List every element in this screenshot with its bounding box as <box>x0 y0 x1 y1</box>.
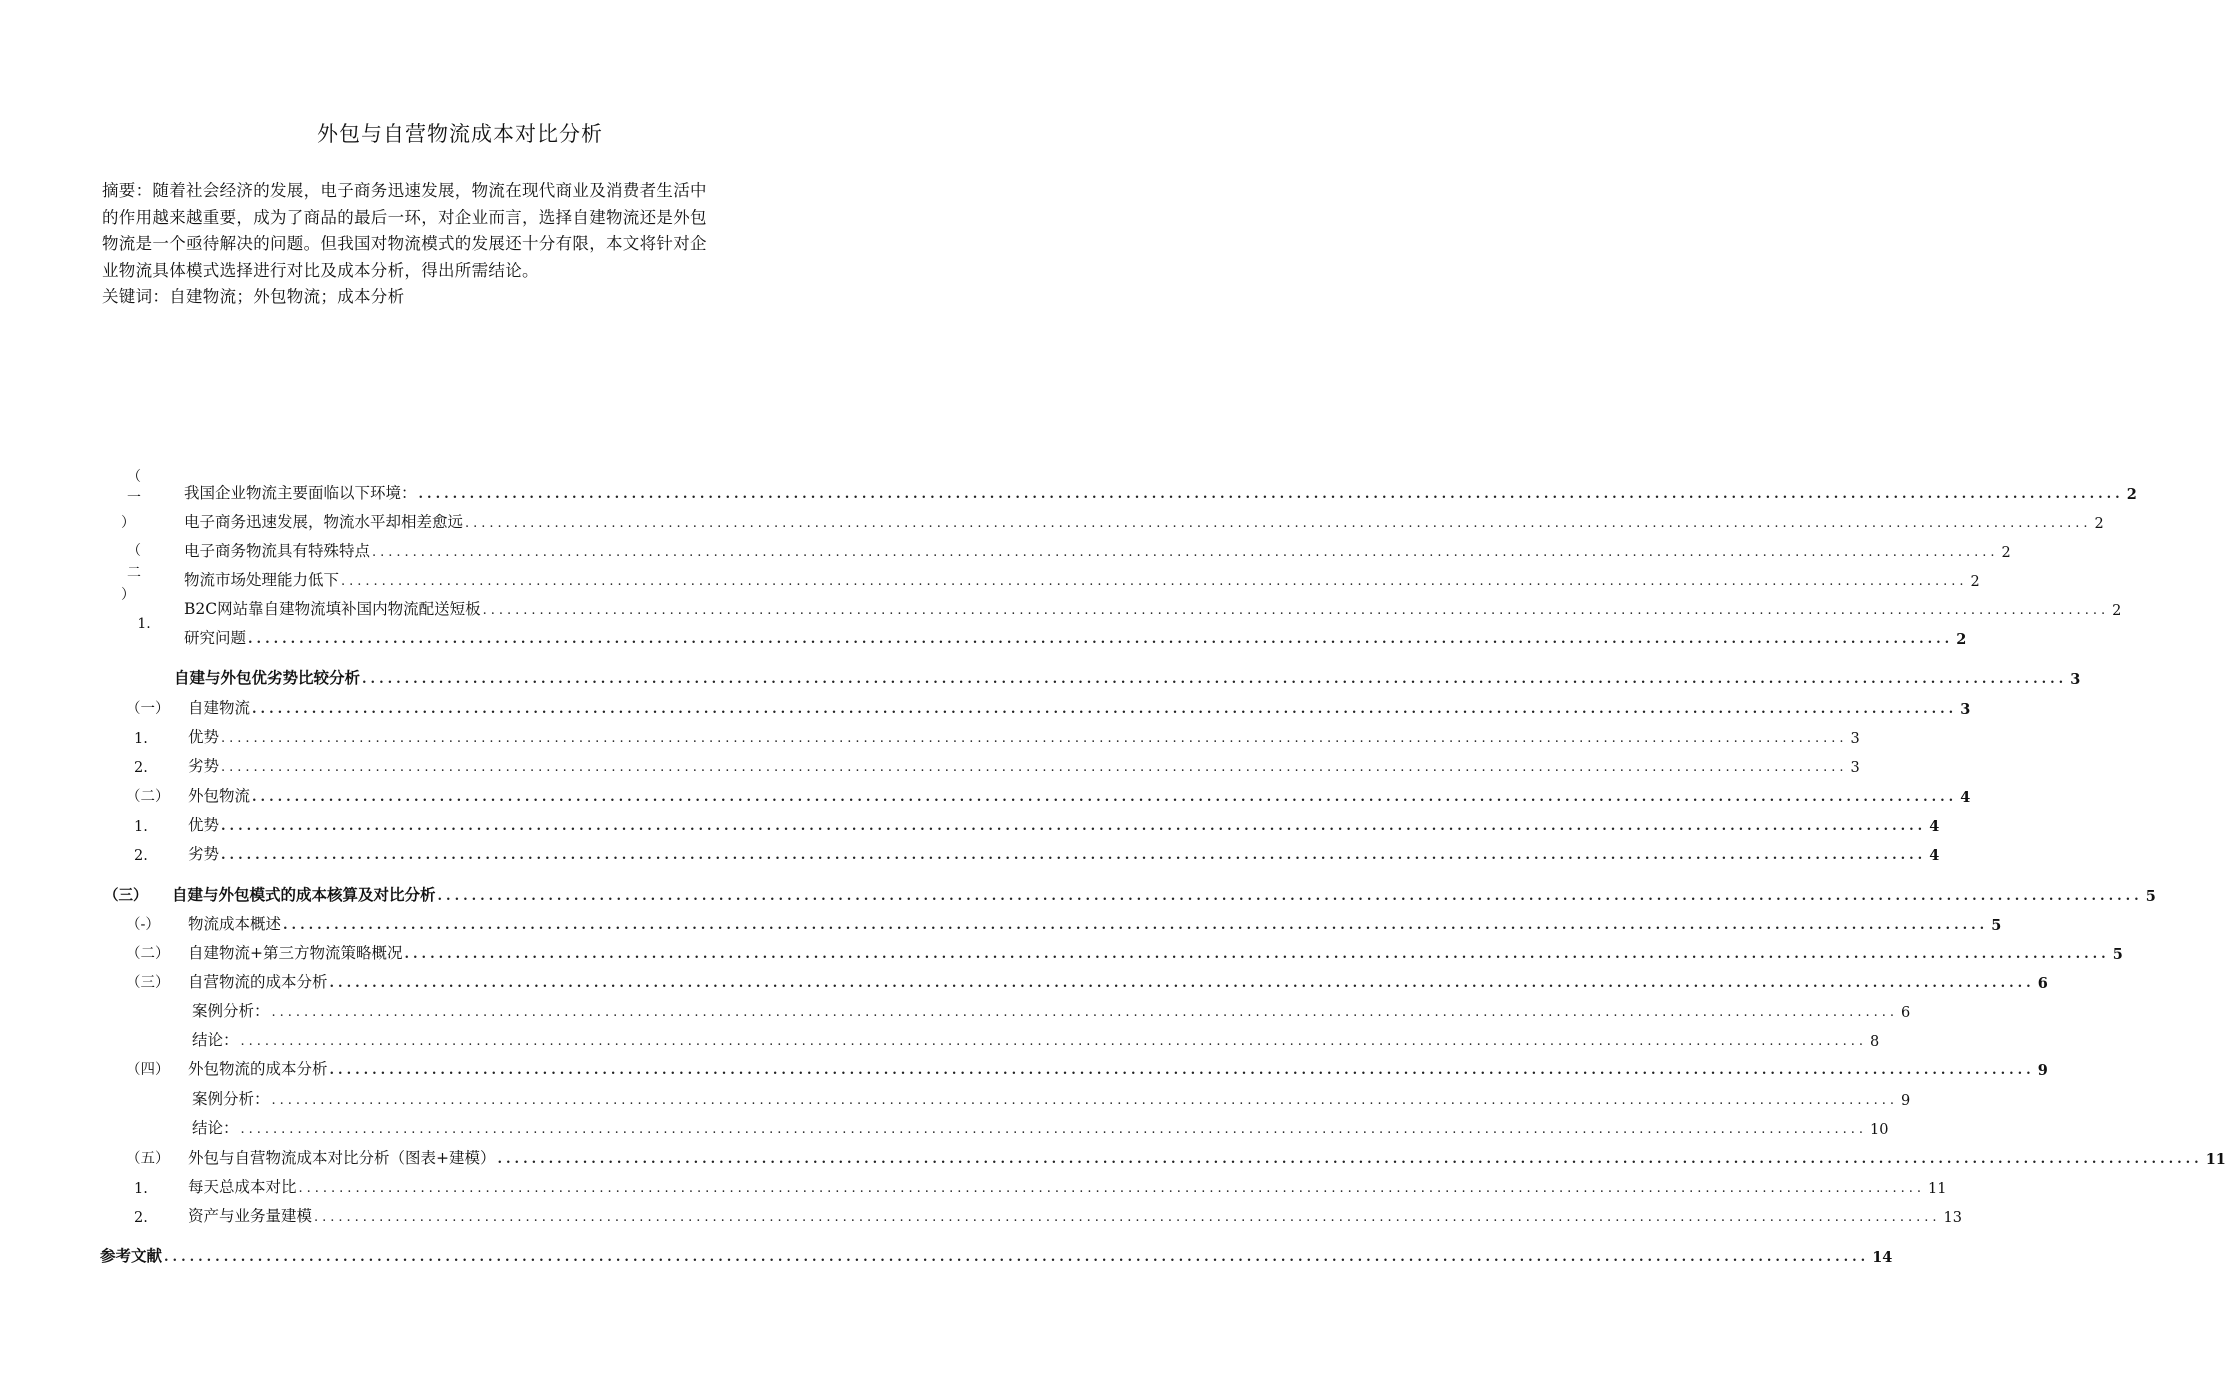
toc-dot-leader: ........................................................................................................................................................................................................ <box>404 947 2110 962</box>
toc-entry-title: 劣势 <box>188 845 220 863</box>
toc-entry-number: （三） <box>126 975 170 991</box>
abstract-line: 物流是一个亟待解决的问题。但我国对物流模式的发展还十分有限，本文将针对企 <box>102 234 707 253</box>
toc-entry-number: （五） <box>126 1151 170 1167</box>
toc-page-number: 8 <box>1869 1034 1880 1050</box>
toc-entry <box>192 1087 1911 1109</box>
toc-page-number: 2 <box>2112 603 2122 619</box>
toc-page-number: 6 <box>2037 975 2048 992</box>
toc-entry-title: 我国企业物流主要面临以下环境： <box>184 484 417 502</box>
toc-page-number: 2 <box>2001 545 2011 561</box>
toc-entry-title: 研究问题 <box>184 629 247 647</box>
toc-page-number: 3 <box>1850 731 1860 747</box>
toc-dot-leader: ........................................................................................................................................................................................................ <box>248 632 1954 647</box>
toc-entry-title: 案例分析： <box>192 1002 270 1020</box>
toc-entry-title: 自建与外包模式的成本核算及对比分析 <box>172 885 436 904</box>
toc-entry-title: 优势 <box>188 816 220 834</box>
toc-page-number: 3 <box>2070 671 2081 688</box>
toc-dot-leader: ........................................................................................................................................................................................................ <box>271 1093 1898 1108</box>
toc-entry-number: （一） <box>126 701 170 717</box>
toc-page-number: 2 <box>1970 574 1980 590</box>
toc-entry <box>126 970 2048 992</box>
toc-entry <box>174 666 2081 688</box>
toc-entry <box>100 1244 1893 1266</box>
toc-page-number: 14 <box>1872 1249 1893 1266</box>
toc-entry-number: （-） <box>126 917 160 933</box>
toc-dot-leader: ........................................................................................................................................................................................................ <box>437 889 2143 904</box>
keywords-line: 关键词：自建物流；外包物流；成本分析 <box>102 287 405 306</box>
toc-entry-title: 优势 <box>188 728 220 746</box>
toc-dot-leader: ........................................................................................................................................................................................................ <box>329 1063 2035 1078</box>
toc-entry-title: 结论： <box>192 1119 239 1137</box>
toc-fragment: 一 <box>127 490 141 506</box>
toc-page-number: 4 <box>1929 847 1940 864</box>
toc-fragment: ） <box>121 515 135 531</box>
toc-dot-leader: ........................................................................................................................................................................................................ <box>497 1152 2203 1167</box>
toc-dot-leader: ........................................................................................................................................................................................................ <box>240 1122 1867 1137</box>
toc-entry <box>184 568 1980 590</box>
toc-entry <box>184 539 2011 561</box>
toc-fragment: ） <box>121 587 135 603</box>
toc-entry-title: 资产与业务量建模 <box>188 1207 313 1225</box>
toc-fragment: 1. <box>137 616 151 632</box>
abstract-line: 业物流具体模式选择进行对比及成本分析，得出所需结论。 <box>102 260 539 280</box>
toc-dot-leader: ........................................................................................................................................................................................................ <box>298 1181 1925 1196</box>
toc-entry-title: 物流市场处理能力低下 <box>184 571 340 589</box>
toc-entry <box>184 481 2137 503</box>
toc-entry-title: 每天总成本对比 <box>188 1178 297 1196</box>
toc-entry <box>192 1116 1889 1138</box>
toc-dot-leader: ........................................................................................................................................................................................................ <box>221 760 1848 775</box>
toc-entry-title: 电子商务迅速发展，物流水平却相差愈远 <box>184 513 464 531</box>
toc-entry-title: 外包物流 <box>188 787 251 805</box>
abstract-line: 摘要：随着社会经济的发展，电子商务迅速发展，物流在现代商业及消费者生活中 <box>102 181 707 200</box>
toc-entry <box>184 597 2122 619</box>
toc-page-number: 2 <box>1956 631 1967 648</box>
toc-entry <box>104 883 2156 905</box>
toc-fragment: （ <box>127 469 141 485</box>
toc-page-number: 5 <box>1991 917 2002 934</box>
toc-entry-number: 2. <box>134 848 148 864</box>
toc-entry-title: 参考文献 <box>100 1246 163 1265</box>
toc-dot-leader: ........................................................................................................................................................................................................ <box>271 1005 1898 1020</box>
toc-entry-title: B2C网站靠自建物流填补国内物流配送短板 <box>184 600 481 618</box>
toc-entry-title: 自建物流 <box>188 699 251 717</box>
toc-page-number: 9 <box>2037 1062 2048 1079</box>
toc-entry-title: 物流成本概述 <box>188 915 282 933</box>
toc-page-number: 3 <box>1960 701 1971 718</box>
toc-entry <box>134 1175 1947 1197</box>
toc-dot-leader: ........................................................................................................................................................................................................ <box>362 672 2068 687</box>
toc-dot-leader: ........................................................................................................................................................................................................ <box>164 1250 1870 1265</box>
toc-page-number: 5 <box>2112 946 2123 963</box>
toc-entry-title: 外包与自营物流成本对比分析（图表+建模） <box>188 1149 496 1167</box>
toc-dot-leader: ........................................................................................................................................................................................................ <box>240 1034 1867 1049</box>
toc-entry <box>184 510 2104 532</box>
toc-entry <box>126 941 2123 963</box>
toc-entry-title: 自建与外包优劣势比较分析 <box>174 668 361 687</box>
toc-page-number: 10 <box>1869 1122 1889 1138</box>
toc-entry-number: 1. <box>134 731 148 747</box>
toc-fragment: （ <box>127 543 141 559</box>
toc-entry <box>134 842 1940 864</box>
toc-entry <box>192 999 1911 1021</box>
toc-page-number: 9 <box>1900 1093 1911 1109</box>
toc-page-number: 11 <box>2205 1151 2226 1168</box>
toc-dot-leader: ........................................................................................................................................................................................................ <box>465 516 2092 531</box>
toc-dot-leader: ........................................................................................................................................................................................................ <box>252 702 1958 717</box>
toc-page-number: 2 <box>2126 486 2137 503</box>
toc-entry-title: 结论： <box>192 1031 239 1049</box>
abstract-line: 的作用越来越重要，成为了商品的最后一环，对企业而言，选择自建物流还是外包 <box>102 207 707 227</box>
toc-entry <box>184 626 1967 648</box>
toc-entry-number: （二） <box>126 789 170 805</box>
toc-entry-number: 1. <box>134 1181 148 1197</box>
toc-dot-leader: ........................................................................................................................................................................................................ <box>221 819 1927 834</box>
toc-entry-title: 自营物流的成本分析 <box>188 973 328 991</box>
toc-entry <box>134 754 1860 776</box>
toc-dot-leader: ........................................................................................................................................................................................................ <box>314 1210 1941 1225</box>
toc-page-number: 11 <box>1927 1181 1947 1197</box>
toc-entry-number: 1. <box>134 819 148 835</box>
toc-entry <box>134 813 1940 835</box>
toc-dot-leader: ........................................................................................................................................................................................................ <box>252 790 1958 805</box>
toc-dot-leader: ........................................................................................................................................................................................................ <box>418 487 2124 502</box>
toc-entry <box>126 1146 2226 1168</box>
toc-entry-number: （二） <box>126 946 170 962</box>
toc-entry <box>134 725 1860 747</box>
toc-dot-leader: ........................................................................................................................................................................................................ <box>329 976 2035 991</box>
toc-page-number: 6 <box>1900 1005 1911 1021</box>
toc-page-number: 13 <box>1943 1210 1962 1226</box>
toc-page-number: 4 <box>1960 789 1971 806</box>
toc-entry <box>126 1057 2048 1079</box>
toc-dot-leader: ........................................................................................................................................................................................................ <box>283 918 1989 933</box>
toc-entry-title: 电子商务物流具有特殊特点 <box>184 542 371 560</box>
toc-page-number: 4 <box>1929 818 1940 835</box>
toc-fragment: 二 <box>127 565 141 581</box>
toc-entry-title: 自建物流+第三方物流策略概况 <box>188 944 403 962</box>
toc-entry-number: 2. <box>134 760 148 776</box>
toc-entry-number: 2. <box>134 1210 148 1226</box>
toc-dot-leader: ........................................................................................................................................................................................................ <box>221 731 1848 746</box>
toc-entry <box>126 696 1971 718</box>
toc-entry-number: （四） <box>126 1062 170 1078</box>
toc-entry-title: 案例分析： <box>192 1090 270 1108</box>
toc-entry-number: （三） <box>104 887 148 904</box>
toc-entry <box>126 784 1971 806</box>
toc-dot-leader: ........................................................................................................................................................................................................ <box>221 848 1927 863</box>
toc-page-number: 3 <box>1850 760 1860 776</box>
toc-dot-leader: ........................................................................................................................................................................................................ <box>341 574 1968 589</box>
toc-page-number: 2 <box>2094 516 2104 532</box>
document-title: 外包与自营物流成本对比分析 <box>317 122 603 146</box>
toc-entry <box>126 912 2002 934</box>
toc-entry-title: 外包物流的成本分析 <box>188 1060 328 1078</box>
toc-entry-title: 劣势 <box>188 757 220 775</box>
toc-entry <box>134 1204 1962 1226</box>
toc-dot-leader: ........................................................................................................................................................................................................ <box>372 545 1999 560</box>
toc-page-number: 5 <box>2145 888 2156 905</box>
toc-dot-leader: ........................................................................................................................................................................................................ <box>482 603 2110 618</box>
toc-entry <box>192 1028 1880 1050</box>
